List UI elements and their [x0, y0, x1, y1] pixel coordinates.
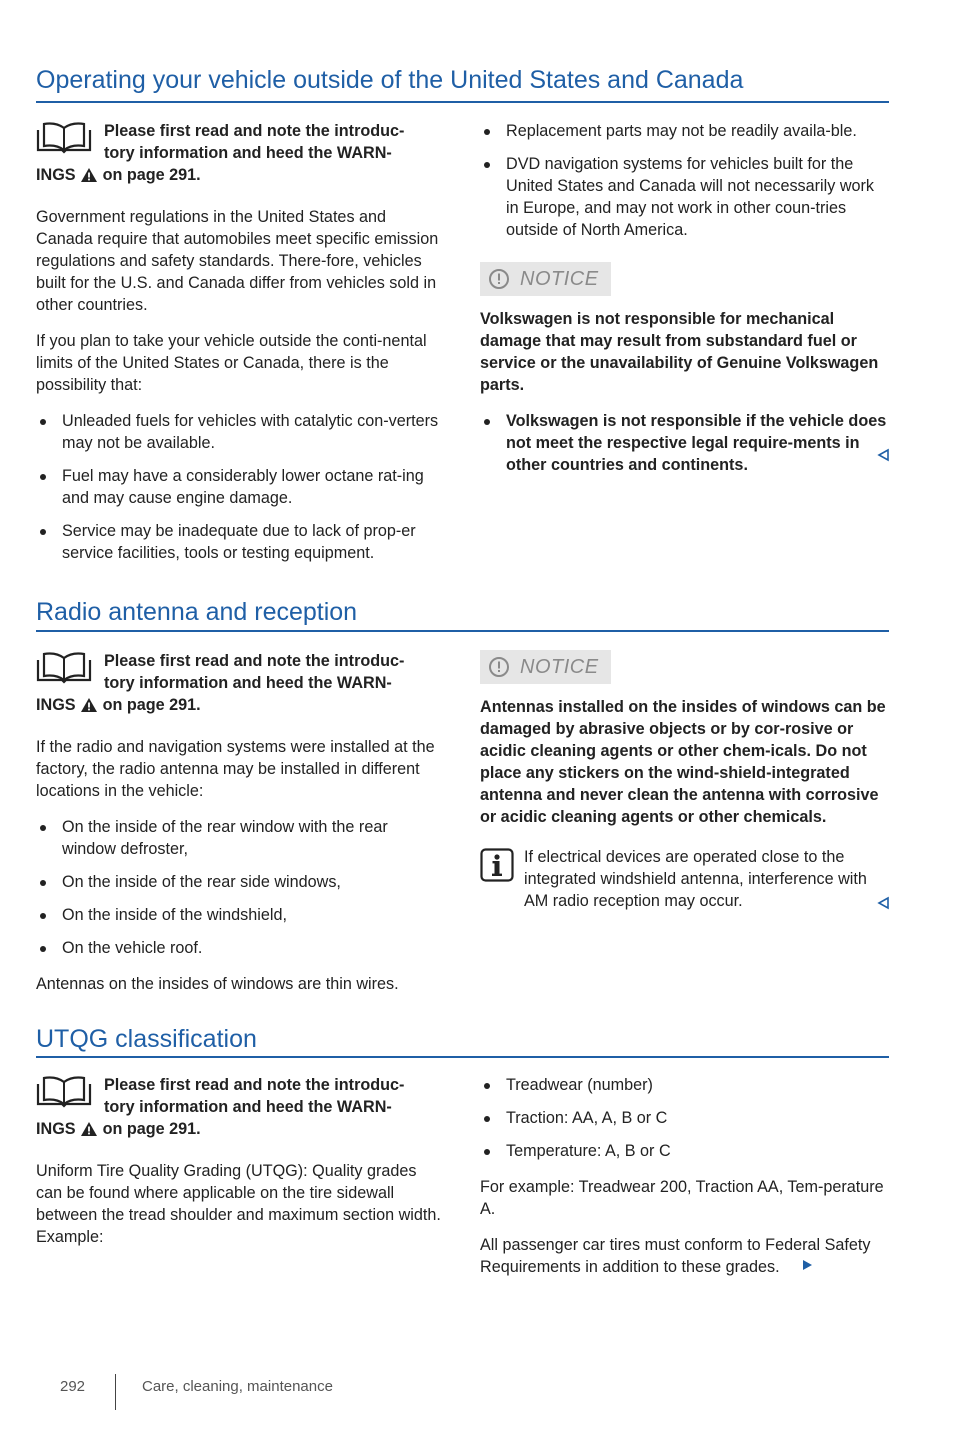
intro-line: tory information and heed the WARN-: [104, 144, 392, 162]
intro-line: Please first read and note the introduc-: [104, 1076, 405, 1094]
notice-badge: [480, 262, 611, 296]
intro-note: [36, 650, 446, 694]
list-item: Volkswagen is not responsible if the vehicle does not meet the respective legal require-ments in other countries and continents.: [480, 410, 890, 476]
list-item: Unleaded fuels for vehicles with catalytic con-verters may not be available.: [36, 410, 446, 454]
section-rule: [36, 101, 889, 103]
notice-text: Volkswagen is not responsible for mechanical damage that may result from substandard fuel or service or the unavailability of Genuine Volkswagen parts.: [480, 310, 879, 394]
paragraph-text: All passenger car tires must conform to Federal Safety Requirements in addition to these grades.: [480, 1236, 871, 1276]
bullet-list: [36, 410, 446, 564]
section-title-outside-us-canada: Operating your vehicle outside of the United States and Canada: [36, 66, 744, 94]
page-footer: [0, 1378, 960, 1408]
intro-note: [36, 120, 446, 164]
chapter-name: Care, cleaning, maintenance: [142, 1378, 333, 1395]
warning-triangle-icon: [80, 1121, 98, 1137]
section-rule: [36, 630, 889, 632]
list-item: On the inside of the rear side windows,: [36, 871, 446, 893]
warning-triangle-icon: [80, 167, 98, 183]
paragraph: If you plan to take your vehicle outside the conti-nental limits of the United States or Canada, there is the possibility that:: [36, 332, 427, 394]
notice-label: NOTICE: [520, 656, 599, 678]
intro-page-link: on page 291.: [102, 1120, 201, 1138]
intro-page-link: on page 291.: [102, 166, 201, 184]
list-item: Replacement parts may not be readily availa-ble.: [480, 120, 890, 142]
section-title-radio-antenna: Radio antenna and reception: [36, 598, 358, 626]
list-item: On the inside of the rear window with the rear window defroster,: [36, 816, 446, 860]
intro-line: INGS: [36, 1120, 76, 1138]
notice-label: NOTICE: [520, 268, 599, 290]
notice-badge: [480, 650, 611, 684]
paragraph: [480, 1234, 900, 1278]
paragraph: Antennas on the insides of windows are thin wires.: [36, 975, 399, 993]
intro-line: tory information and heed the WARN-: [104, 1098, 392, 1116]
s2-right-column: [480, 650, 890, 912]
notice-icon: [488, 268, 510, 290]
info-note: [480, 846, 890, 912]
intro-page-link: on page 291.: [102, 696, 201, 714]
s3-right-column: [480, 1074, 900, 1292]
section-rule: [36, 1056, 889, 1058]
paragraph: Government regulations in the United States and Canada require that automobiles meet specific emission regulations and safety standards. There-fore, vehicles built for the U.S. and Canada differ from vehicles sold in other countries.: [36, 208, 439, 314]
paragraph: If the radio and navigation systems were installed at the factory, the radio antenna may be installed in different locations in the vehicle:: [36, 738, 435, 800]
intro-note: [36, 1074, 446, 1118]
intro-line: Please first read and note the introduc-: [104, 122, 405, 140]
book-icon: [36, 650, 92, 684]
list-item: Treadwear (number): [480, 1074, 900, 1096]
bullet-list: [480, 410, 890, 476]
s1-right-column: [480, 120, 890, 487]
list-item: Fuel may have a considerably lower octane rat-ing and may cause engine damage.: [36, 465, 446, 509]
notice-text: Antennas installed on the insides of windows can be damaged by abrasive objects or by cor-rosive or acidic cleaning agents or other chem-icals. Do not place any stickers on the wind-shield-integrated antenna and never clean the antenna with corrosive or acidic cleaning agents or other chemicals.: [480, 698, 886, 826]
continue-arrow-icon: [800, 1258, 814, 1272]
page-number: 292: [60, 1378, 86, 1395]
list-item: Service may be inadequate due to lack of prop-er service facilities, tools or testing equipment.: [36, 520, 446, 564]
list-item: Traction: AA, A, B or C: [480, 1107, 900, 1129]
bullet-list: [36, 816, 446, 959]
list-item: Temperature: A, B or C: [480, 1140, 900, 1162]
s1-left-column: [36, 120, 446, 575]
intro-line: Please first read and note the introduc-: [104, 652, 405, 670]
notice-icon: [488, 656, 510, 678]
end-of-section-icon: [876, 896, 890, 910]
s3-left-column: [36, 1074, 446, 1262]
info-icon: [480, 848, 514, 882]
list-item: DVD navigation systems for vehicles built for the United States and Canada will not necessarily work in Europe, and may not work in other coun-tries outside of North America.: [480, 153, 890, 241]
paragraph: Uniform Tire Quality Grading (UTQG): Quality grades can be found where applicable on the tire sidewall between the tread shoulder and maximum section width. Example:: [36, 1162, 441, 1246]
intro-line: INGS: [36, 166, 76, 184]
section-title-utqg: UTQG classification: [36, 1025, 257, 1053]
list-item: On the vehicle roof.: [36, 937, 446, 959]
s2-left-column: [36, 650, 446, 1009]
bullet-list: [480, 1074, 900, 1162]
intro-line: tory information and heed the WARN-: [104, 674, 392, 692]
end-of-section-icon: [876, 448, 890, 462]
footer-divider: [115, 1374, 116, 1410]
intro-line: INGS: [36, 696, 76, 714]
book-icon: [36, 1074, 92, 1108]
paragraph: For example: Treadwear 200, Traction AA, Tem-perature A.: [480, 1178, 884, 1218]
warning-triangle-icon: [80, 697, 98, 713]
book-icon: [36, 120, 92, 154]
info-text: If electrical devices are operated close to the integrated windshield antenna, interference with AM radio reception may occur.: [524, 848, 867, 910]
bullet-list: [480, 120, 890, 241]
list-item: On the inside of the windshield,: [36, 904, 446, 926]
